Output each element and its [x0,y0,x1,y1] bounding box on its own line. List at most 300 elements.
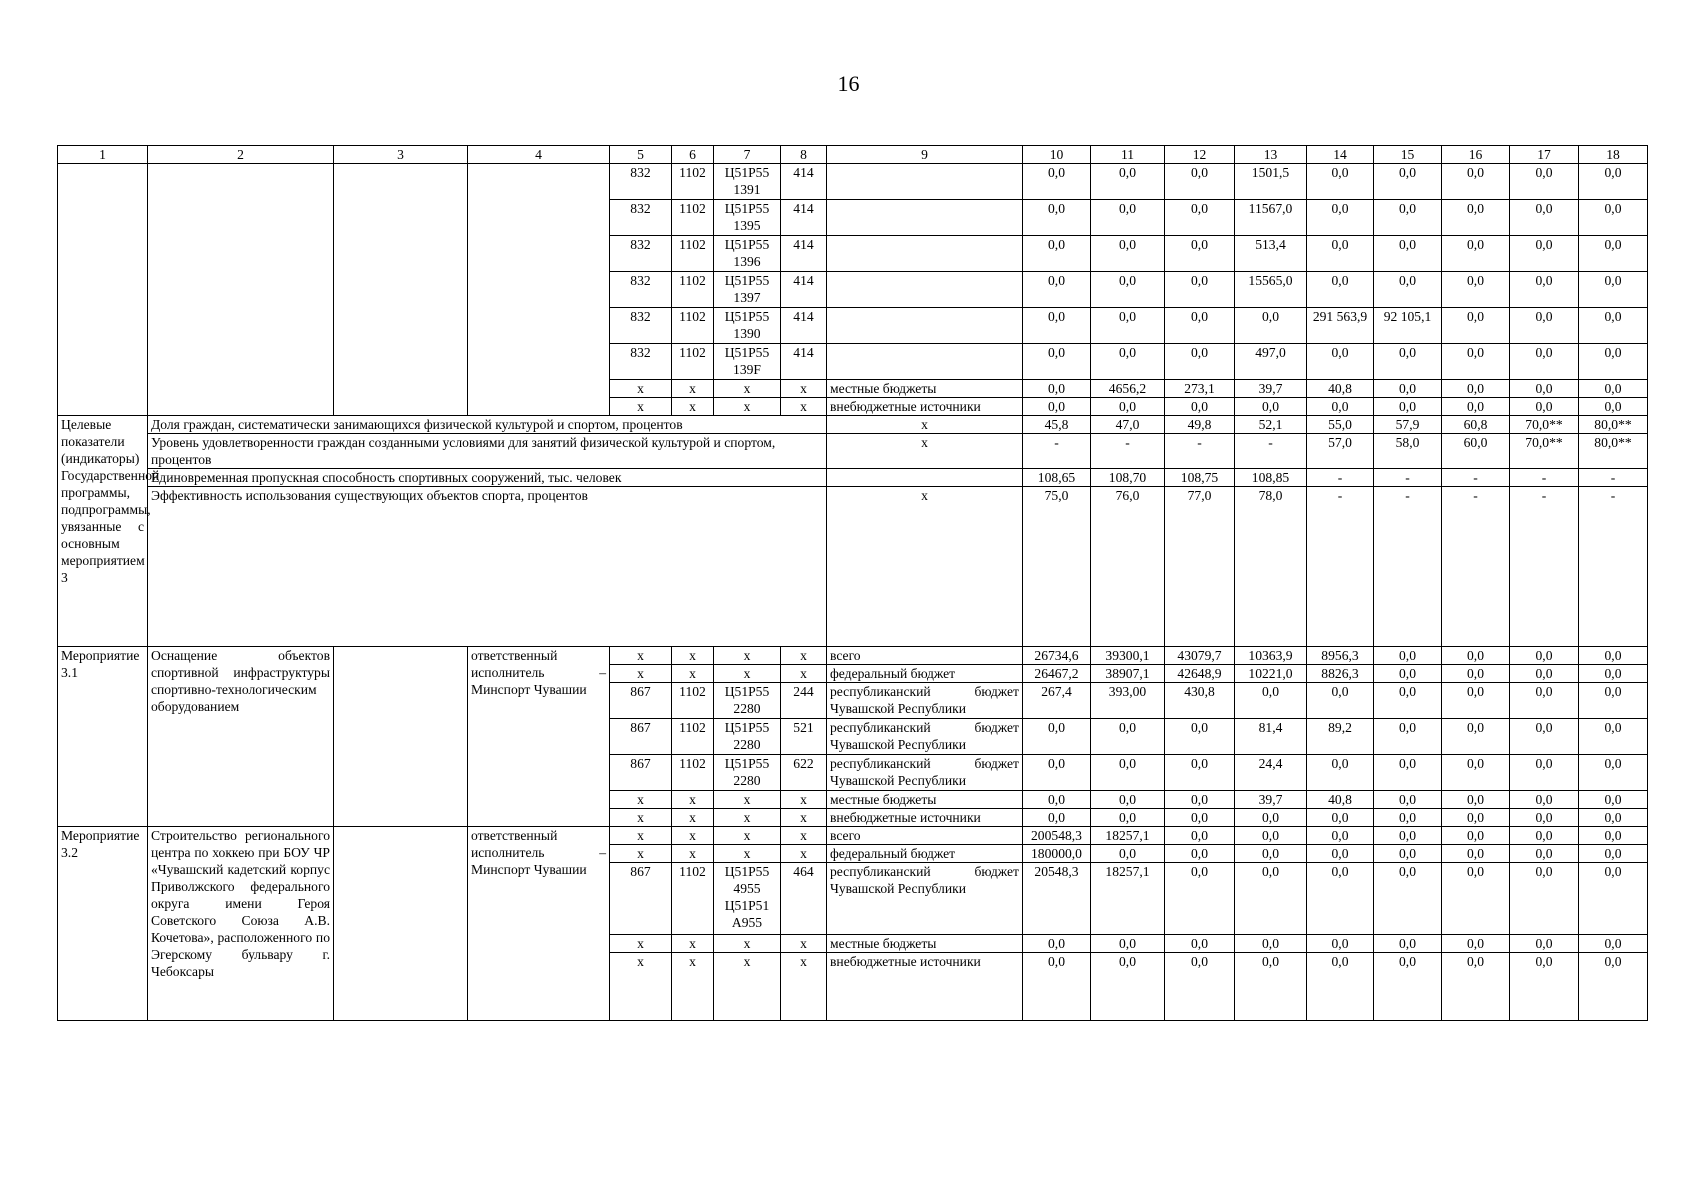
value-cell: 0,0 [1235,809,1307,827]
value-cell: 0,0 [1235,863,1307,935]
value-cell: 108,75 [1165,469,1235,487]
value-cell: 0,0 [1091,845,1165,863]
value-cell: 0,0 [1374,272,1442,308]
code-cell: х [714,845,781,863]
code-cell: х [672,845,714,863]
column-number: 10 [1023,146,1091,164]
value-cell: 15565,0 [1235,272,1307,308]
column-number: 1 [58,146,148,164]
code-cell-c5: 832 [610,344,672,380]
value-cell: 0,0 [1023,164,1091,200]
value-cell: 0,0 [1374,200,1442,236]
target-indicator: Единовременная пропускная способность спортивных сооружений, тыс. человек [148,469,827,487]
source-cell [827,236,1023,272]
value-cell: 0,0 [1442,308,1510,344]
value-cell: 8826,3 [1307,665,1374,683]
value-cell: 0,0 [1510,683,1579,719]
value-cell: 0,0 [1510,863,1579,935]
code-cell-c5: 832 [610,308,672,344]
value-cell: 39300,1 [1091,647,1165,665]
column-number: 16 [1442,146,1510,164]
code-cell: х [672,935,714,953]
value-cell: 75,0 [1023,487,1091,647]
value-cell: 513,4 [1235,236,1307,272]
column-number: 8 [781,146,827,164]
value-cell: 108,85 [1235,469,1307,487]
value-cell: 0,0 [1165,827,1235,845]
value-cell: 0,0 [1579,863,1648,935]
blank-cell [334,164,468,416]
activity-name: Строительство регионального центра по хоккею при БОУ ЧР «Чувашский кадетский корпус Приволжского федерального округа имени Героя Советского Союза А.В. Кочетова», расположенного по Эгерскому бульвару г. Чебоксары [148,827,334,1021]
value-cell: 273,1 [1165,380,1235,398]
value-cell: 0,0 [1165,398,1235,416]
value-cell: 60,0 [1442,434,1510,469]
source-cell: внебюджетные источники [827,809,1023,827]
value-cell: 0,0 [1165,935,1235,953]
value-cell: 26467,2 [1023,665,1091,683]
code-cell: х [714,827,781,845]
code-cell: х [672,953,714,1021]
code-cell: х [610,845,672,863]
value-cell: 0,0 [1023,719,1091,755]
code-cell: х [610,953,672,1021]
value-cell: 0,0 [1235,845,1307,863]
source-cell: федеральный бюджет [827,665,1023,683]
target-indicator: Доля граждан, систематически занимающихся физической культурой и спортом, процентов [148,416,827,434]
value-cell: 58,0 [1374,434,1442,469]
value-cell: 0,0 [1307,344,1374,380]
value-cell: 0,0 [1235,308,1307,344]
target-x: х [827,487,1023,647]
value-cell: 80,0** [1579,434,1648,469]
value-cell: 18257,1 [1091,863,1165,935]
value-cell: 0,0 [1579,647,1648,665]
value-cell: 0,0 [1165,791,1235,809]
source-cell [827,308,1023,344]
value-cell: 0,0 [1442,380,1510,398]
table-body [58,146,1648,1021]
code-cell-c8: 414 [781,344,827,380]
value-cell: 76,0 [1091,487,1165,647]
value-cell: 0,0 [1307,863,1374,935]
value-cell: 0,0 [1579,827,1648,845]
code-cell: х [672,380,714,398]
value-cell: 0,0 [1165,755,1235,791]
code-cell: х [610,380,672,398]
value-cell: 0,0 [1091,719,1165,755]
value-cell: 0,0 [1091,398,1165,416]
value-cell: 0,0 [1442,935,1510,953]
value-cell: 38907,1 [1091,665,1165,683]
value-cell: 1501,5 [1235,164,1307,200]
value-cell: 0,0 [1165,272,1235,308]
value-cell: 0,0 [1235,398,1307,416]
code-cell: х [714,791,781,809]
value-cell: 0,0 [1442,344,1510,380]
code-cell-c8: 414 [781,164,827,200]
value-cell: 0,0 [1023,809,1091,827]
value-cell: - [1510,487,1579,647]
code-cell-c8: 464 [781,863,827,935]
blank-cell [468,164,610,416]
value-cell: 24,4 [1235,755,1307,791]
source-cell [827,164,1023,200]
value-cell: 0,0 [1442,200,1510,236]
blank-cell [58,164,148,416]
code-cell-c8: 244 [781,683,827,719]
value-cell: 200548,3 [1023,827,1091,845]
value-cell: 52,1 [1235,416,1307,434]
code-cell-c5: 832 [610,200,672,236]
value-cell: 0,0 [1374,935,1442,953]
value-cell: 0,0 [1091,164,1165,200]
source-cell: всего [827,827,1023,845]
value-cell: 0,0 [1510,809,1579,827]
value-cell: 0,0 [1510,380,1579,398]
column-number: 5 [610,146,672,164]
value-cell: 0,0 [1307,935,1374,953]
code-cell: х [672,647,714,665]
value-cell: 0,0 [1510,164,1579,200]
code-cell-c7: Ц51Р55 2280 [714,755,781,791]
value-cell: 0,0 [1165,200,1235,236]
column-number: 18 [1579,146,1648,164]
value-cell: - [1579,469,1648,487]
value-cell: 0,0 [1165,164,1235,200]
header-row [58,146,1648,164]
source-cell: внебюджетные источники [827,953,1023,1021]
value-cell: 10363,9 [1235,647,1307,665]
value-cell: 108,65 [1023,469,1091,487]
program-table [57,145,1648,1021]
value-cell: 0,0 [1091,272,1165,308]
source-cell [827,344,1023,380]
value-cell: 40,8 [1307,380,1374,398]
value-cell: 0,0 [1374,719,1442,755]
value-cell: 0,0 [1307,398,1374,416]
code-cell: х [610,827,672,845]
code-cell-c6: 1102 [672,200,714,236]
code-cell: х [610,791,672,809]
value-cell: 0,0 [1091,935,1165,953]
value-cell: 0,0 [1165,344,1235,380]
column-number: 13 [1235,146,1307,164]
code-cell: х [672,809,714,827]
value-cell: 0,0 [1374,380,1442,398]
code-cell: х [781,809,827,827]
code-cell-c6: 1102 [672,236,714,272]
value-cell: 70,0** [1510,416,1579,434]
value-cell: 0,0 [1510,647,1579,665]
value-cell: 0,0 [1442,647,1510,665]
value-cell: 0,0 [1442,827,1510,845]
code-cell-c5: 867 [610,863,672,935]
value-cell: 0,0 [1579,308,1648,344]
value-cell: 0,0 [1307,164,1374,200]
value-cell: 0,0 [1374,665,1442,683]
value-cell: 0,0 [1374,647,1442,665]
column-number: 17 [1510,146,1579,164]
activity-row-total [58,647,1648,665]
column-number: 2 [148,146,334,164]
value-cell: 0,0 [1442,791,1510,809]
code-cell-c7: Ц51Р55 2280 [714,683,781,719]
value-cell: 0,0 [1023,380,1091,398]
target-indicator: Эффективность использования существующих объектов спорта, процентов [148,487,827,647]
value-cell: 0,0 [1235,953,1307,1021]
value-cell: 0,0 [1023,953,1091,1021]
value-cell: 0,0 [1165,845,1235,863]
code-cell-c7: Ц51Р55 139F [714,344,781,380]
code-cell: х [714,398,781,416]
value-cell: 0,0 [1374,863,1442,935]
code-cell-c7: Ц51Р55 4955 Ц51Р51 А955 [714,863,781,935]
value-cell: 0,0 [1442,236,1510,272]
column-number: 12 [1165,146,1235,164]
code-cell-c7: Ц51Р55 1391 [714,164,781,200]
source-cell: республиканский бюджет Чувашской Республики [827,755,1023,791]
code-cell-c7: Ц51Р55 1397 [714,272,781,308]
code-cell: х [714,953,781,1021]
value-cell: 0,0 [1023,791,1091,809]
code-cell: х [610,398,672,416]
column-number: 14 [1307,146,1374,164]
value-cell: 11567,0 [1235,200,1307,236]
value-cell: 0,0 [1307,953,1374,1021]
value-cell: 0,0 [1510,791,1579,809]
value-cell: 0,0 [1374,755,1442,791]
value-cell: - [1374,487,1442,647]
source-cell: федеральный бюджет [827,845,1023,863]
source-cell: местные бюджеты [827,380,1023,398]
value-cell: 78,0 [1235,487,1307,647]
value-cell: 0,0 [1579,380,1648,398]
value-cell: 0,0 [1235,827,1307,845]
value-cell: 0,0 [1165,719,1235,755]
value-cell: 57,0 [1307,434,1374,469]
code-cell: х [672,827,714,845]
code-cell-c7: Ц51Р55 1396 [714,236,781,272]
code-cell: х [672,665,714,683]
code-cell-c6: 1102 [672,272,714,308]
value-cell: 0,0 [1307,809,1374,827]
code-cell: х [781,845,827,863]
value-cell: 43079,7 [1165,647,1235,665]
value-cell: 0,0 [1307,845,1374,863]
target-row [58,487,1648,647]
code-cell-c8: 414 [781,308,827,344]
code-cell-c5: 867 [610,683,672,719]
code-cell-c8: 521 [781,719,827,755]
value-cell: - [1510,469,1579,487]
responsible-executor: ответственный исполнитель – Минспорт Чувашии [468,827,610,1021]
value-cell: 0,0 [1579,935,1648,953]
value-cell: - [1023,434,1091,469]
code-cell: х [781,953,827,1021]
value-cell: - [1442,487,1510,647]
value-cell: 80,0** [1579,416,1648,434]
source-cell: всего [827,647,1023,665]
value-cell: 430,8 [1165,683,1235,719]
code-cell-c7: Ц51Р55 1390 [714,308,781,344]
activity-label: Мероприятие 3.1 [58,647,148,827]
code-cell-c5: 867 [610,755,672,791]
column-number: 7 [714,146,781,164]
page-number: 16 [837,71,860,96]
value-cell: 0,0 [1023,398,1091,416]
value-cell: 0,0 [1579,791,1648,809]
code-cell-c5: 832 [610,272,672,308]
value-cell: 0,0 [1374,845,1442,863]
code-cell: х [714,380,781,398]
code-cell-c6: 1102 [672,308,714,344]
column-number: 9 [827,146,1023,164]
value-cell: 26734,6 [1023,647,1091,665]
value-cell: 4656,2 [1091,380,1165,398]
value-cell: 0,0 [1579,344,1648,380]
value-cell: 0,0 [1510,665,1579,683]
value-cell: 0,0 [1442,845,1510,863]
value-cell: 0,0 [1307,200,1374,236]
value-cell: 60,8 [1442,416,1510,434]
value-cell: 49,8 [1165,416,1235,434]
value-cell: 0,0 [1023,308,1091,344]
value-cell: 0,0 [1510,845,1579,863]
value-cell: 0,0 [1510,719,1579,755]
value-cell: 0,0 [1307,827,1374,845]
value-cell: 0,0 [1165,863,1235,935]
target-x: х [827,416,1023,434]
code-cell-c8: 414 [781,236,827,272]
value-cell: 108,70 [1091,469,1165,487]
value-cell: 0,0 [1579,272,1648,308]
activity-row-total [58,827,1648,845]
code-cell: х [781,398,827,416]
value-cell: 0,0 [1374,344,1442,380]
value-cell: - [1374,469,1442,487]
code-cell-c6: 1102 [672,164,714,200]
value-cell: 18257,1 [1091,827,1165,845]
source-cell: республиканский бюджет Чувашской Республики [827,719,1023,755]
value-cell: 497,0 [1235,344,1307,380]
value-cell: - [1307,487,1374,647]
value-cell: 39,7 [1235,791,1307,809]
value-cell: 0,0 [1307,683,1374,719]
value-cell: 0,0 [1510,398,1579,416]
code-cell: х [781,791,827,809]
code-cell-c5: 867 [610,719,672,755]
value-cell: 393,00 [1091,683,1165,719]
value-cell: 0,0 [1165,308,1235,344]
value-cell: 0,0 [1442,665,1510,683]
value-cell: 45,8 [1023,416,1091,434]
column-number: 15 [1374,146,1442,164]
value-cell: 92 105,1 [1374,308,1442,344]
code-cell-c6: 1102 [672,719,714,755]
value-cell: 70,0** [1510,434,1579,469]
value-cell: 0,0 [1023,935,1091,953]
target-row [58,416,1648,434]
value-cell: 0,0 [1510,200,1579,236]
value-cell: - [1307,469,1374,487]
value-cell: 42648,9 [1165,665,1235,683]
blank-cell [148,164,334,416]
value-cell: 0,0 [1307,755,1374,791]
responsible-executor: ответственный исполнитель – Минспорт Чувашии [468,647,610,827]
value-cell: 89,2 [1307,719,1374,755]
value-cell: 0,0 [1579,683,1648,719]
source-cell: республиканский бюджет Чувашской Республики [827,863,1023,935]
value-cell: 0,0 [1091,344,1165,380]
code-cell-c7: Ц51Р55 2280 [714,719,781,755]
value-cell: 77,0 [1165,487,1235,647]
source-cell: внебюджетные источники [827,398,1023,416]
value-cell: 0,0 [1091,236,1165,272]
value-cell: 0,0 [1510,827,1579,845]
value-cell: 291 563,9 [1307,308,1374,344]
value-cell: 0,0 [1091,953,1165,1021]
column-number: 4 [468,146,610,164]
code-cell-c6: 1102 [672,755,714,791]
target-row [58,469,1648,487]
column-number: 11 [1091,146,1165,164]
value-cell: 0,0 [1579,953,1648,1021]
value-cell: 40,8 [1307,791,1374,809]
value-cell: 0,0 [1510,953,1579,1021]
value-cell: 39,7 [1235,380,1307,398]
source-cell: республиканский бюджет Чувашской Республики [827,683,1023,719]
code-cell: х [781,827,827,845]
target-x [827,469,1023,487]
activity-label: Мероприятие 3.2 [58,827,148,1021]
value-cell: 20548,3 [1023,863,1091,935]
value-cell: 0,0 [1235,683,1307,719]
code-cell-c8: 622 [781,755,827,791]
source-cell: местные бюджеты [827,791,1023,809]
target-indicator: Уровень удовлетворенности граждан созданными условиями для занятий физической культурой и спортом, процентов [148,434,827,469]
value-cell: 81,4 [1235,719,1307,755]
target-row [58,434,1648,469]
value-cell: 180000,0 [1023,845,1091,863]
source-cell: местные бюджеты [827,935,1023,953]
value-cell: 0,0 [1374,164,1442,200]
column-number: 6 [672,146,714,164]
value-cell: 10221,0 [1235,665,1307,683]
blank-cell [334,647,468,827]
value-cell: 0,0 [1374,827,1442,845]
source-cell [827,200,1023,236]
value-cell: 0,0 [1442,809,1510,827]
value-cell: 55,0 [1307,416,1374,434]
value-cell: 0,0 [1307,236,1374,272]
code-cell-c5: 832 [610,164,672,200]
code-cell: х [714,809,781,827]
value-cell: 0,0 [1165,809,1235,827]
value-cell: 0,0 [1579,755,1648,791]
code-cell: х [610,647,672,665]
value-cell: 0,0 [1091,791,1165,809]
continuation-row [58,164,1648,200]
source-cell [827,272,1023,308]
code-cell-c5: 832 [610,236,672,272]
value-cell: 0,0 [1579,665,1648,683]
value-cell: 0,0 [1023,236,1091,272]
code-cell: х [714,935,781,953]
value-cell: 0,0 [1374,398,1442,416]
value-cell: 0,0 [1442,398,1510,416]
value-cell: 0,0 [1374,953,1442,1021]
value-cell: 0,0 [1510,755,1579,791]
